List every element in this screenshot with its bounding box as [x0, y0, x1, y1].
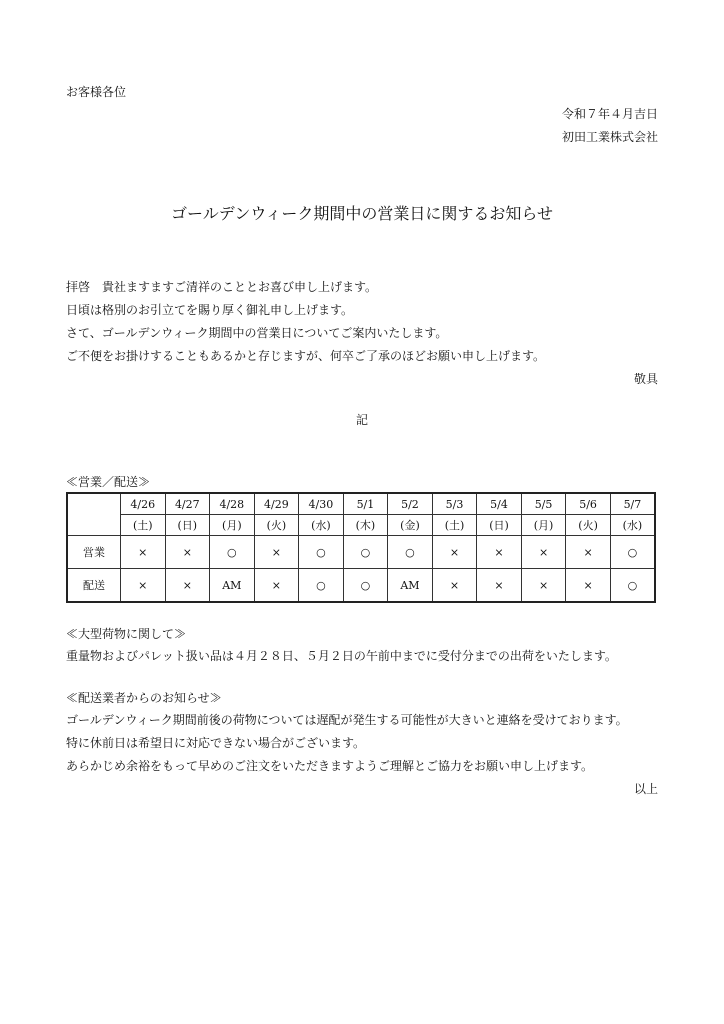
date-cell: 5/6	[566, 493, 611, 515]
weekday-cell: (日)	[165, 515, 210, 536]
schedule-heading: ≪営業／配送≫	[66, 475, 151, 489]
date-cell: 5/2	[388, 493, 433, 515]
status-cell: ×	[521, 569, 566, 603]
issue-date: 令和７年４月吉日	[561, 107, 658, 121]
large-items-heading: ≪大型荷物に関して≫	[66, 627, 187, 641]
date-cell: 4/30	[299, 493, 344, 515]
weekday-cell: (火)	[254, 515, 299, 536]
status-cell: ○	[388, 536, 433, 569]
status-cell: AM	[210, 569, 255, 603]
date-cell: 5/4	[477, 493, 522, 515]
status-cell: ○	[299, 536, 344, 569]
carrier-line-1: ゴールデンウィーク期間前後の荷物については遅配が発生する可能性が大きいと連絡を受けております。	[66, 713, 628, 727]
schedule-table	[66, 492, 656, 603]
status-cell: ×	[121, 536, 166, 569]
date-cell: 4/28	[210, 493, 255, 515]
document-title: ゴールデンウィーク期間中の営業日に関するお知らせ	[171, 204, 553, 223]
date-cell: 5/1	[343, 493, 388, 515]
greeting-line-3: さて、ゴールデンウィーク期間中の営業日についてご案内いたします。	[66, 326, 448, 340]
weekday-cell: (水)	[299, 515, 344, 536]
closing-keigu: 敬具	[633, 372, 658, 386]
status-cell: ×	[165, 536, 210, 569]
status-cell: ×	[432, 536, 477, 569]
status-cell: ×	[432, 569, 477, 603]
weekday-cell: (金)	[388, 515, 433, 536]
status-cell: ×	[254, 569, 299, 603]
carrier-heading: ≪配送業者からのお知らせ≫	[66, 691, 222, 705]
carrier-line-2: 特に休前日は希望日に対応できない場合がございます。	[66, 736, 366, 750]
status-cell: ×	[165, 569, 210, 603]
row-label-delivery: 配送	[67, 569, 121, 603]
weekday-cell: (木)	[343, 515, 388, 536]
date-cell: 4/26	[121, 493, 166, 515]
status-cell: ×	[477, 569, 522, 603]
status-cell: ×	[254, 536, 299, 569]
date-cell: 5/3	[432, 493, 477, 515]
weekday-cell: (月)	[521, 515, 566, 536]
date-cell: 5/5	[521, 493, 566, 515]
greeting-line-2: 日頃は格別のお引立てを賜り厚く御礼申し上げます。	[66, 303, 354, 317]
ki-marker: 記	[355, 413, 368, 427]
status-cell: ×	[521, 536, 566, 569]
date-cell: 4/29	[254, 493, 299, 515]
status-cell: ×	[566, 569, 611, 603]
weekday-cell: (月)	[210, 515, 255, 536]
status-cell: ×	[121, 569, 166, 603]
large-items-text: 重量物およびパレット扱い品は４月２８日、５月２日の午前中までに受付分までの出荷をいたします。	[66, 649, 617, 663]
date-cell: 4/27	[165, 493, 210, 515]
addressee: お客様各位	[66, 85, 127, 99]
weekday-cell: (水)	[610, 515, 655, 536]
weekday-cell: (日)	[477, 515, 522, 536]
status-cell: ○	[610, 536, 655, 569]
status-cell: ×	[566, 536, 611, 569]
greeting-line-4: ご不便をお掛けすることもあるかと存じますが、何卒ご了承のほどお願い申し上げます。	[66, 349, 546, 363]
weekday-cell: (土)	[432, 515, 477, 536]
status-cell: AM	[388, 569, 433, 603]
status-cell: ○	[210, 536, 255, 569]
weekday-cell: (火)	[566, 515, 611, 536]
status-cell: ○	[343, 536, 388, 569]
status-cell: ○	[343, 569, 388, 603]
weekday-cell: (土)	[121, 515, 166, 536]
status-cell: ×	[477, 536, 522, 569]
greeting-line-1: 拝啓 貴社ますますご清祥のこととお喜び申し上げます。	[66, 280, 378, 294]
status-cell: ○	[299, 569, 344, 603]
status-cell: ○	[610, 569, 655, 603]
date-cell: 5/7	[610, 493, 655, 515]
row-label-business: 営業	[67, 536, 121, 569]
company-name: 初田工業株式会社	[561, 130, 658, 144]
carrier-line-3: あらかじめ余裕をもって早めのご注文をいただきますようご理解とご協力をお願い申し上げます。	[66, 759, 594, 773]
table-corner	[67, 493, 121, 536]
closing-ijou: 以上	[633, 782, 658, 796]
